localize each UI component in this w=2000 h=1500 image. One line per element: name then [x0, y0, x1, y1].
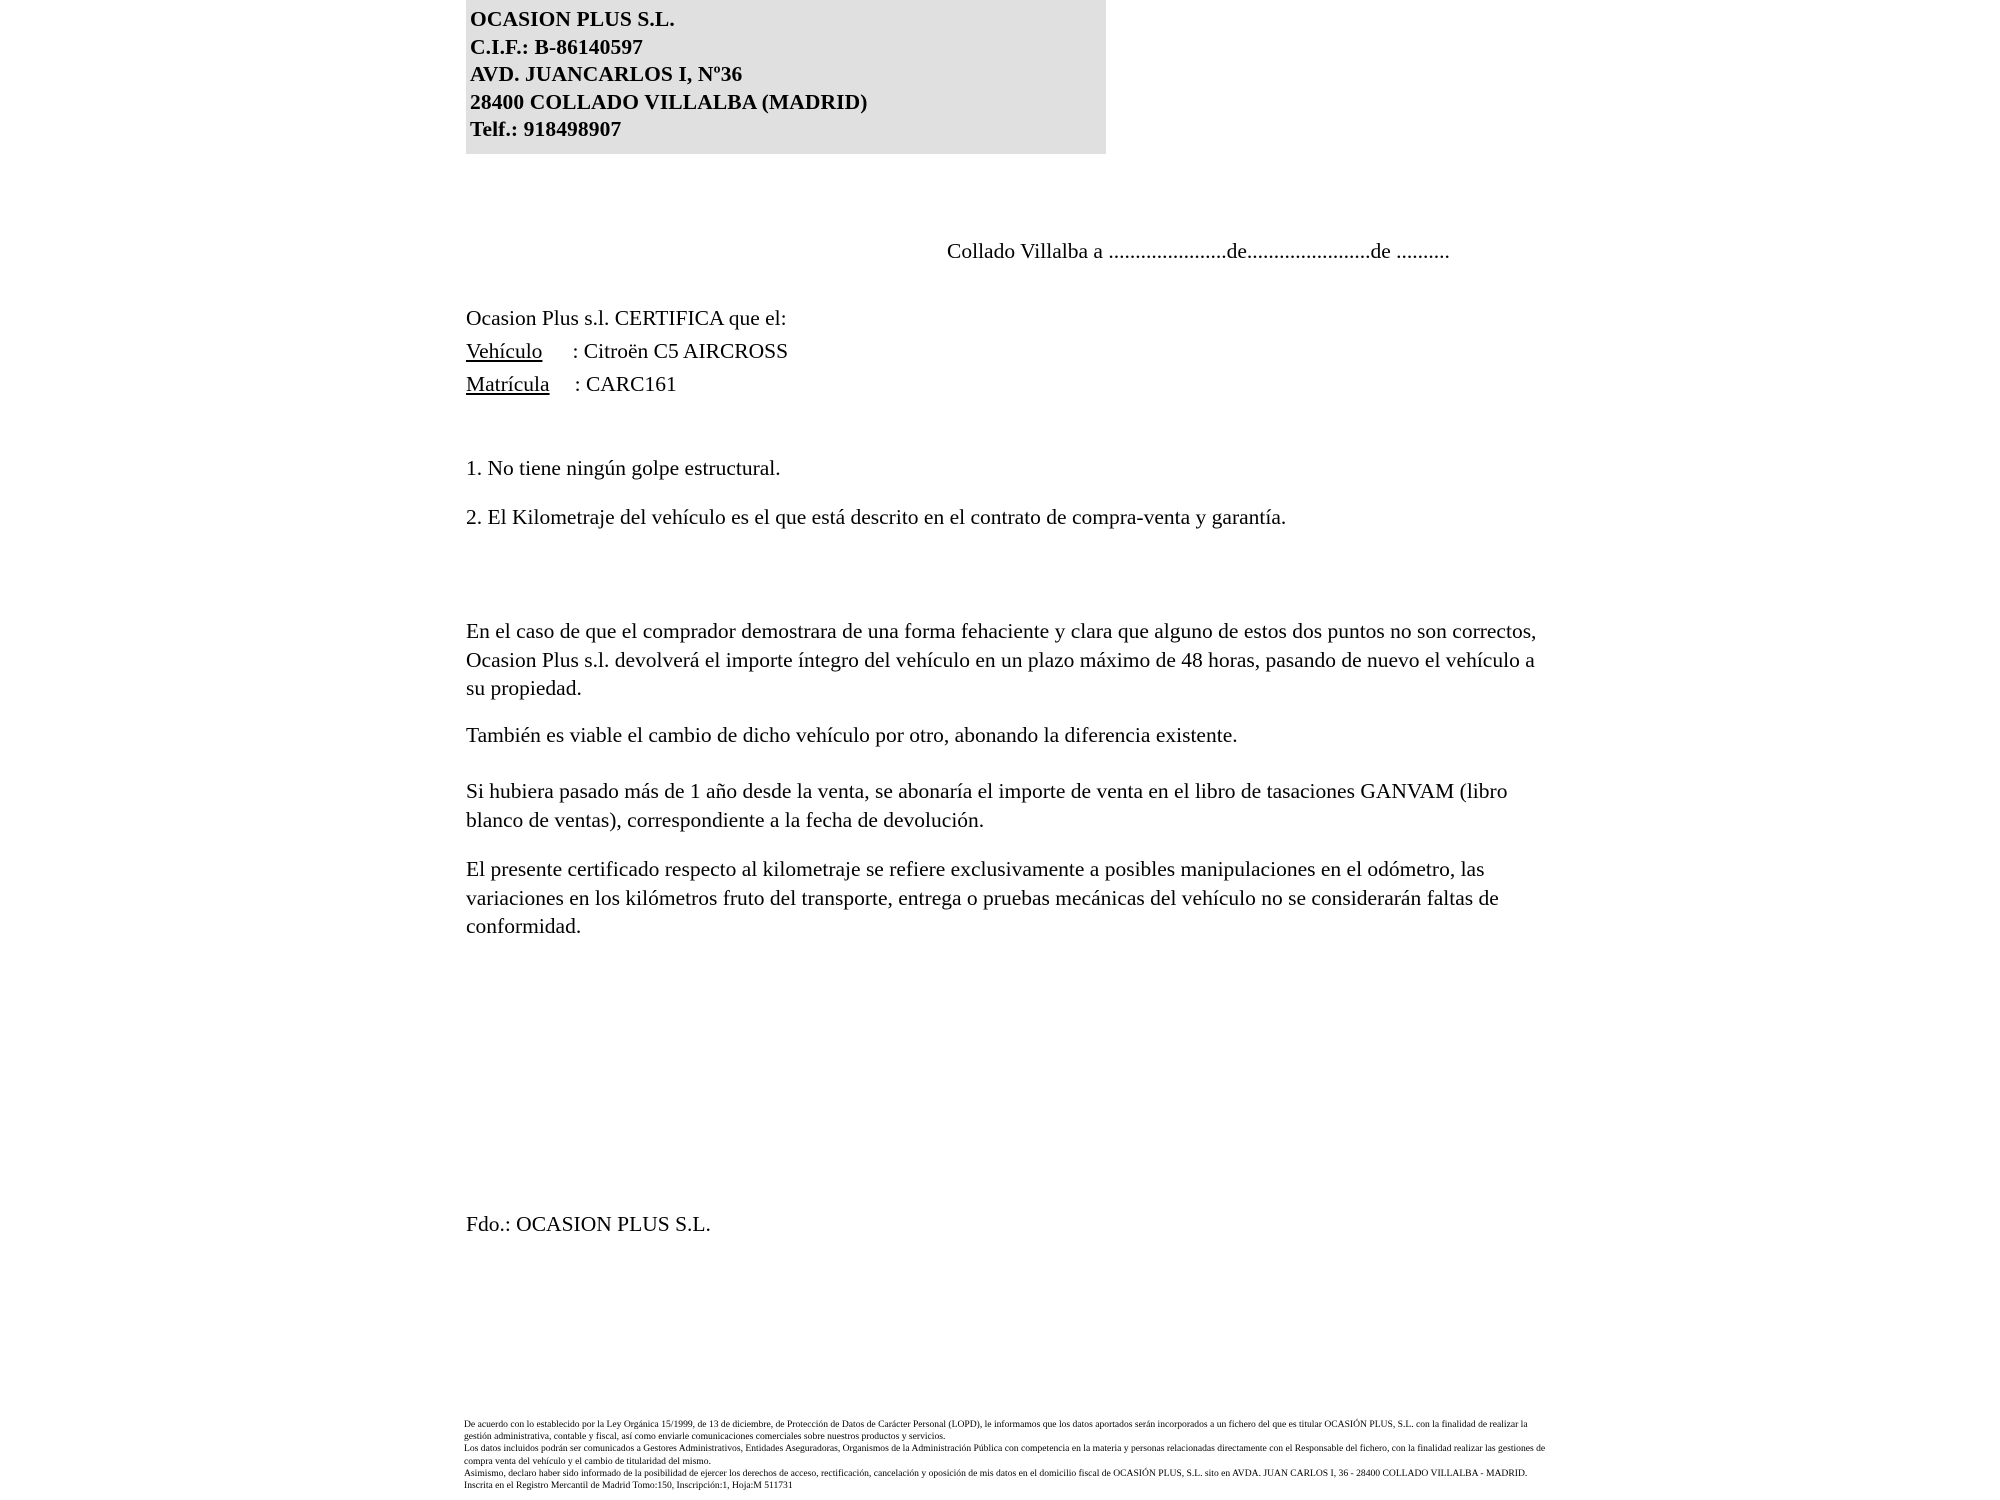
letterhead-street: AVD. JUANCARLOS I, Nº36 — [470, 62, 743, 86]
plate-value: CARC161 — [585, 372, 677, 396]
vehicle-value: Citroën C5 AIRCROSS — [583, 339, 789, 363]
vehicle-separator: : — [572, 339, 579, 363]
legal-footer-line-1: De acuerdo con lo establecido por la Ley Orgánica 15/1999, de 13 de diciembre, de Protección de Datos de Carácter Personal (LOPD), le informamos que los datos aportados serán incorporados a un fichero del que es titular OCASIÓN PLUS, S.L. con la finalidad de realizar la gestión administrativa, contable y fiscal, así como enviarle comunicaciones comerciales sobre nuestros productos y servicios. — [464, 1419, 1528, 1443]
letterhead-cif: C.I.F.: B-86140597 — [470, 34, 644, 59]
body-paragraph-2: También es viable el cambio de dicho vehículo por otro, abonando la diferencia existente. — [466, 723, 1238, 747]
letterhead-phone: Telf.: 918498907 — [470, 117, 622, 141]
letterhead-city: 28400 COLLADO VILLALBA (MADRID) — [470, 89, 868, 114]
body-paragraph-3: Si hubiera pasado más de 1 año desde la venta, se abonaría el importe de venta en el libro de tasaciones GANVAM (libro blanco de ventas), correspondiente a la fecha de devolución. — [466, 779, 1508, 832]
vehicle-label: Vehículo — [466, 339, 543, 363]
place-date-line: Collado Villalba a ......................de.......................de .......... — [947, 239, 1450, 263]
body-paragraph-1: En el caso de que el comprador demostrara de una forma fehaciente y clara que alguno de estos dos puntos no son correctos, Ocasion Plus s.l. devolverá el importe íntegro del vehículo en un plazo máximo de 48 horas, pasando de nuevo el vehículo a su propiedad. — [466, 619, 1537, 700]
body-paragraph-4: El presente certificado respecto al kilometraje se refiere exclusivamente a posibles manipulaciones en el odómetro, las variaciones en los kilómetros fruto del transporte, entrega o pruebas mecánicas del vehículo no se considerarán faltas de conformidad. — [466, 857, 1499, 938]
plate-separator: : — [574, 372, 581, 396]
plate-row — [466, 368, 1566, 401]
legal-footer — [464, 1419, 1554, 1492]
certification-point-2: 2. El Kilometraje del vehículo es el que está descrito en el contrato de compra-venta y garantía. — [466, 505, 1287, 529]
letterhead-block — [466, 0, 1106, 154]
signature-line: Fdo.: OCASION PLUS S.L. — [466, 1212, 711, 1236]
vehicle-row — [466, 335, 1566, 368]
legal-footer-line-3: Asimismo, declaro haber sido informado de la posibilidad de ejercer los derechos de acceso, rectificación, cancelación y oposición de mis datos en el domicilio fiscal de OCASIÓN PLUS, S.L. sito en AVDA. JUAN CARLOS I, 36 - 28400 COLLADO VILLALBA - MADRID. Inscrita en el Registro Mercantil de Madrid Tomo:150, Inscripción:1, Hoja:M 511731 — [464, 1467, 1528, 1492]
letterhead-company-name: OCASION PLUS S.L. — [470, 7, 675, 31]
certification-block — [466, 302, 1566, 401]
certification-intro: Ocasion Plus s.l. CERTIFICA que el: — [466, 306, 787, 330]
legal-footer-line-2: Los datos incluidos podrán ser comunicados a Gestores Administrativos, Entidades Aseguradoras, Organismos de la Administración Pública con competencia en la materia y personas relacionadas directamente con el Responsable del fichero, con la finalidad realizar las gestiones de compra venta del vehículo y el cambio de titularidad del mismo. — [464, 1443, 1546, 1467]
plate-label: Matrícula — [466, 372, 550, 396]
certification-point-1: 1. No tiene ningún golpe estructural. — [466, 456, 781, 480]
